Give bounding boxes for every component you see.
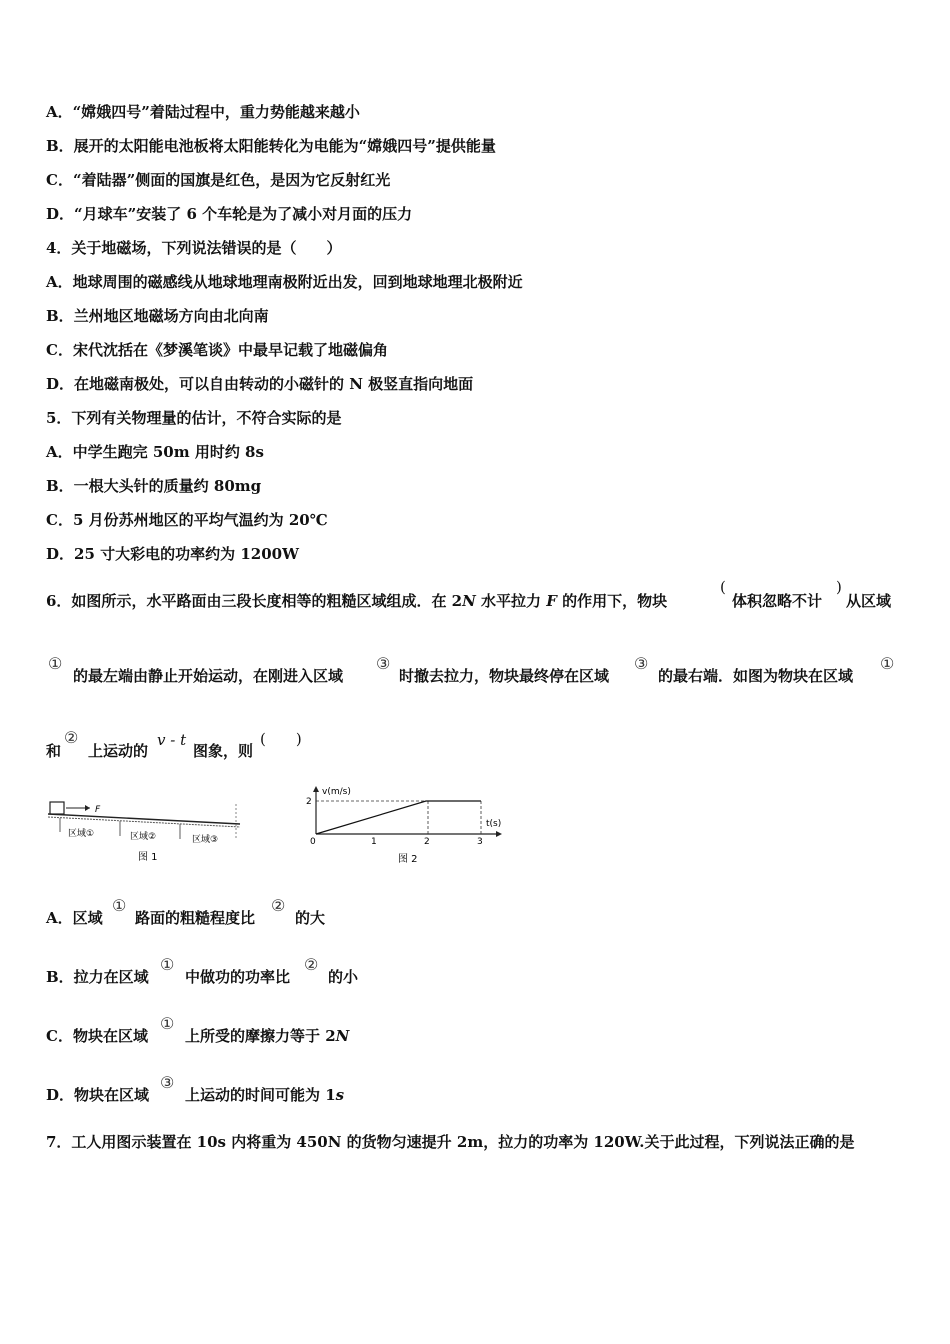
x-axis-arrow: [496, 831, 502, 837]
q6-option-c-1: C．物块在区域: [46, 1027, 148, 1045]
q6-option-b-circle-2: ②: [304, 955, 319, 974]
q6-option-a-1: A．区域: [46, 909, 103, 927]
q6-paren-open: (: [720, 578, 726, 596]
q6-stem-line1-b: 体积忽略不计: [732, 592, 823, 610]
q6-option-a-circle-1: ①: [112, 896, 127, 915]
q4-option-a: A．地球周围的磁感线从地球地理南极附近出发，回到地球地理北极附近: [46, 273, 523, 291]
q6-circle-2: ②: [64, 728, 79, 747]
q6-option-b-1: B．拉力在区域: [46, 968, 149, 986]
q6-option-a-3: 的大: [295, 909, 326, 927]
q6-option-b-3: 的小: [328, 968, 359, 986]
q3-option-c: C．“着陆器”侧面的国旗是红色，是因为它反射红光: [46, 171, 391, 189]
y-tick-2: 2: [306, 797, 312, 807]
q6-option-b-2: 中做功的功率比: [185, 968, 291, 986]
q6-option-a-2: 路面的粗糙程度比: [135, 909, 256, 927]
x-axis-label: t(s): [486, 819, 502, 829]
q6-option-c-circle-1: ①: [160, 1014, 175, 1033]
q6-paren-close: ): [836, 578, 842, 596]
q6-option-b-circle-1: ①: [160, 955, 175, 974]
force-arrowhead: [85, 805, 90, 811]
q4-stem: 4．关于地磁场，下列说法错误的是（ ）: [46, 239, 342, 257]
q6-circle-3b: ③: [634, 654, 649, 673]
region-1-label: 区域①: [68, 829, 95, 839]
q6-option-c-2: 上所受的摩擦力等于 2N: [185, 1027, 350, 1045]
q6-stem-line3-a: 和: [46, 742, 62, 760]
q5-option-c: C．5 月份苏州地区的平均气温约为 20℃: [46, 511, 328, 529]
q6-answer-paren: ( ): [260, 730, 302, 748]
q6-figure-1: [46, 794, 246, 866]
q6-option-d-2: 上运动的时间可能为 1s: [185, 1086, 345, 1104]
q6-figure-2: [300, 782, 520, 866]
figure-2-caption: 图 2: [398, 854, 418, 865]
x-tick-2: 2: [424, 837, 430, 847]
block: [50, 802, 64, 814]
q5-option-a: A．中学生跑完 50m 用时约 8s: [46, 443, 264, 461]
q3-option-b: B．展开的太阳能电池板将太阳能转化为电能为“嫦娥四号”提供能量: [46, 137, 496, 155]
q5-stem: 5．下列有关物理量的估计，不符合实际的是: [46, 409, 342, 427]
x-tick-3: 3: [477, 837, 483, 847]
y-axis-label: v(m/s): [322, 787, 351, 797]
q6-stem-line3-c: 图象，则: [193, 742, 254, 760]
q6-option-a-circle-2: ②: [271, 896, 286, 915]
q6-circle-3: ③: [376, 654, 391, 673]
figure-1-caption: 图 1: [138, 852, 158, 863]
q3-option-d: D．“月球车”安装了 6 个车轮是为了减小对月面的压力: [46, 205, 413, 223]
q6-option-d-circle-3: ③: [160, 1073, 175, 1092]
q4-option-c: C．宋代沈括在《梦溪笔谈》中最早记载了地磁偏角: [46, 341, 388, 359]
q6-stem-line2-a: 的最左端由静止开始运动，在刚进入区域: [73, 667, 344, 685]
region-2-label: 区域②: [130, 832, 157, 842]
q6-stem-line3-b: 上运动的: [88, 742, 149, 760]
q4-option-d: D．在地磁南极处，可以自由转动的小磁针的 N 极竖直指向地面: [46, 375, 474, 393]
q6-vt-label: v - t: [157, 731, 187, 749]
q6-stem-line1-c: 从区域: [846, 592, 892, 610]
q6-circle-1: ①: [48, 654, 63, 673]
y-axis-arrow: [313, 786, 319, 792]
velocity-series-line: [316, 801, 481, 834]
q6-stem-line1: 6．如图所示，水平路面由三段长度相等的粗糙区域组成．在 2N 水平拉力 F 的作用下，物块: [46, 592, 668, 610]
x-tick-1: 1: [371, 837, 377, 847]
q5-option-d: D．25 寸大彩电的功率约为 1200W: [46, 545, 299, 563]
q6-stem-line2-b: 时撤去拉力，物块最终停在区域: [399, 667, 610, 685]
region-3-label: 区域③: [192, 835, 219, 845]
force-label: F: [95, 805, 101, 815]
q5-option-b: B．一根大头针的质量约 80mg: [46, 477, 262, 495]
q3-option-a: A．“嫦娥四号”着陆过程中，重力势能越来越小: [46, 103, 360, 121]
q6-stem-line2-c: 的最右端．如图为物块在区域: [658, 667, 854, 685]
x-tick-0: 0: [310, 837, 316, 847]
q6-circle-1b: ①: [880, 654, 895, 673]
q6-option-d-1: D．物块在区域: [46, 1086, 150, 1104]
q4-option-b: B．兰州地区地磁场方向由北向南: [46, 307, 269, 325]
q7-stem: 7．工人用图示装置在 10s 内将重为 450N 的货物匀速提升 2m，拉力的功率为 120W.关于此过程，下列说法正确的是: [46, 1133, 855, 1151]
